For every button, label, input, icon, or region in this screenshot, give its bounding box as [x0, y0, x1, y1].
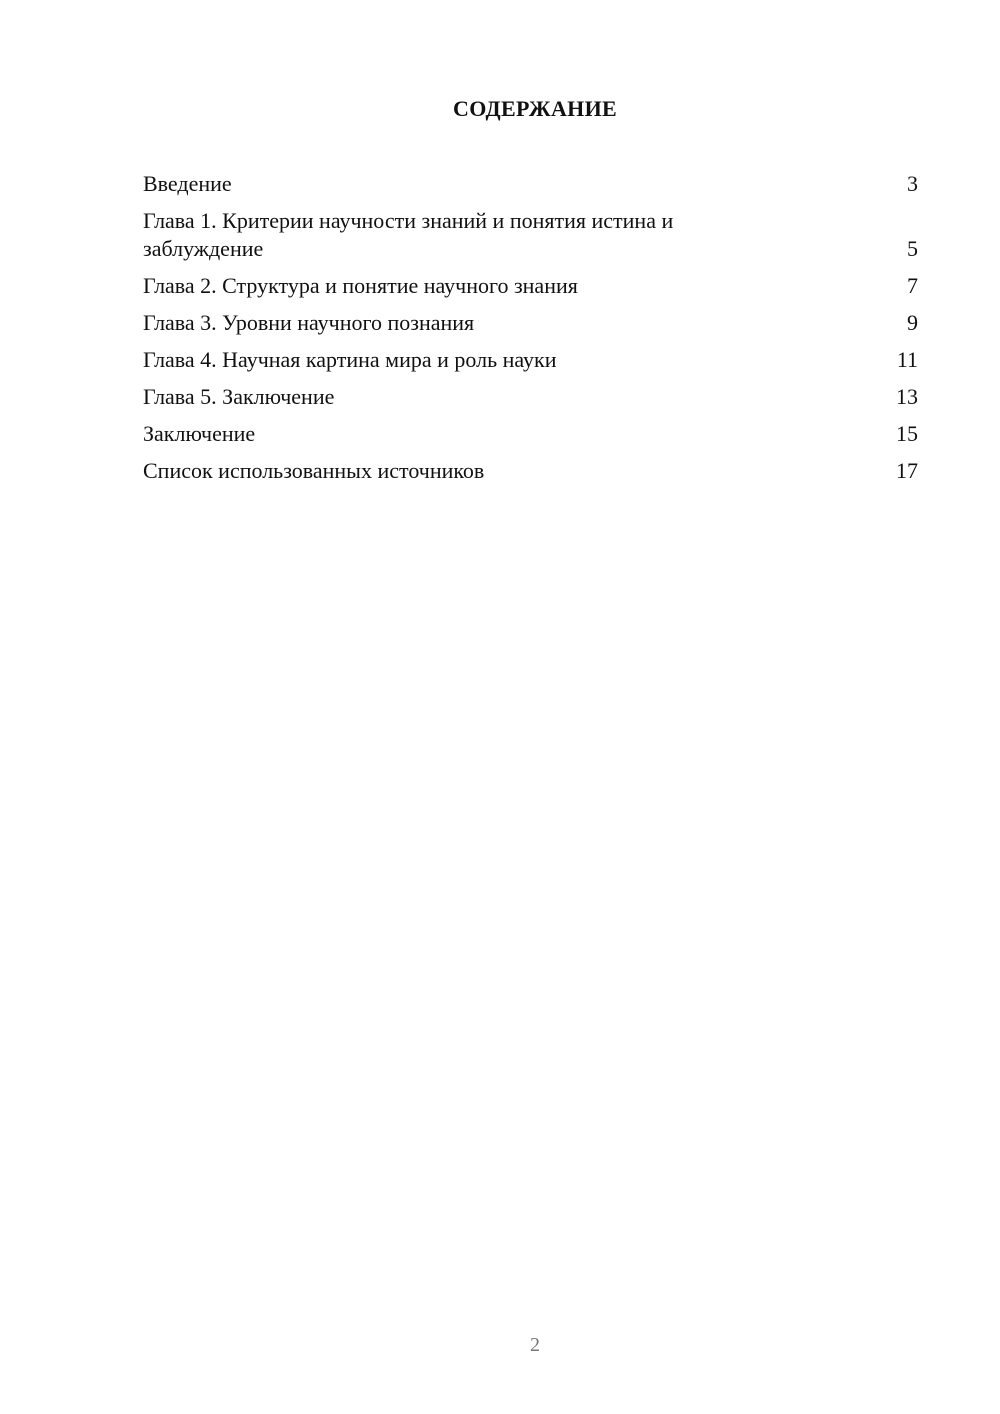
toc-entry-chapter-2[interactable]: [143, 272, 918, 300]
page-title: СОДЕРЖАНИЕ: [453, 96, 617, 121]
toc-entry-page: 7: [907, 273, 918, 298]
toc-entry-title: Список использованных источников: [143, 458, 485, 483]
toc-entry-page: 3: [907, 171, 918, 196]
toc-entry-page: 11: [896, 347, 918, 372]
toc-entry-chapter-4[interactable]: [143, 346, 918, 374]
toc-entry-page: 13: [896, 384, 918, 409]
toc-entry-title: Введение: [143, 171, 232, 196]
table-of-contents: [143, 170, 918, 494]
toc-entry-page: 15: [896, 421, 918, 446]
toc-entry-introduction[interactable]: [143, 170, 918, 198]
page-number: 2: [530, 1334, 540, 1356]
toc-entry-title: Глава 5. Заключение: [143, 384, 335, 409]
toc-entry-title: Глава 3. Уровни научного познания: [143, 310, 475, 335]
toc-entry-title: Заключение: [143, 421, 256, 446]
toc-entry-references[interactable]: [143, 457, 918, 485]
toc-entry-title: Глава 2. Структура и понятие научного знания: [143, 273, 578, 298]
toc-entry-page: 5: [907, 236, 918, 261]
toc-entry-page: 17: [896, 458, 918, 483]
toc-entry-chapter-1[interactable]: [143, 207, 918, 263]
toc-entry-chapter-5[interactable]: [143, 383, 918, 411]
toc-entry-page: 9: [907, 310, 918, 335]
toc-entry-title: Глава 1. Критерии научности знаний и понятия истина и заблуждение: [143, 208, 674, 261]
toc-entry-title: Глава 4. Научная картина мира и роль науки: [143, 347, 557, 372]
toc-entry-conclusion[interactable]: [143, 420, 918, 448]
toc-entry-chapter-3[interactable]: [143, 309, 918, 337]
